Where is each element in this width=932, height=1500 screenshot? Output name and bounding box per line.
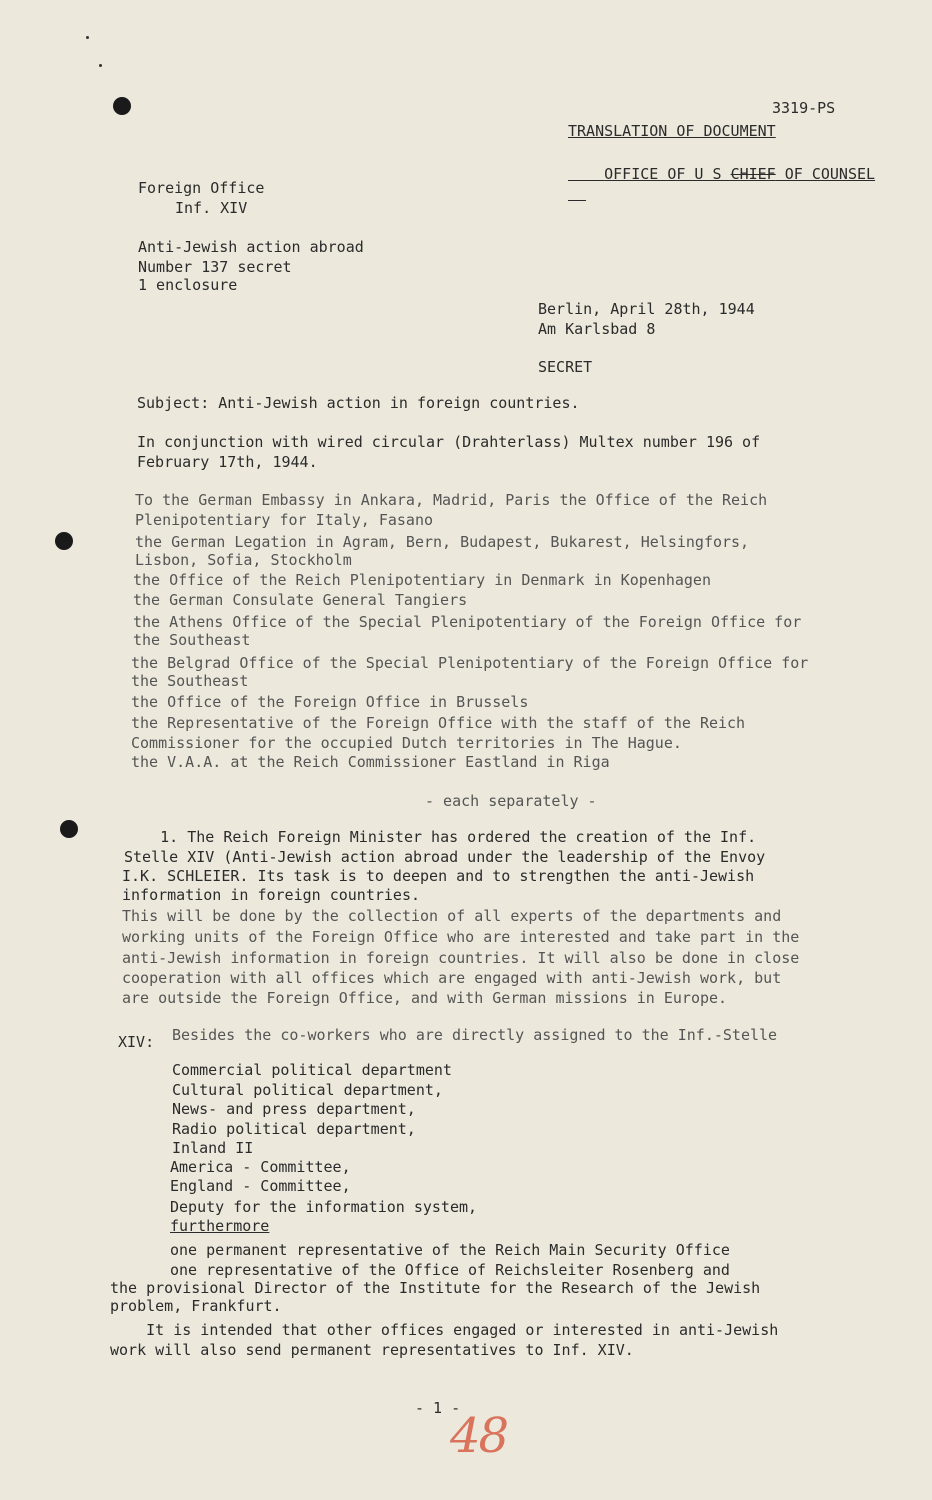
department-item: America - Committee, [170,1158,351,1176]
doc-number: 3319-PS [772,99,836,117]
classification: SECRET [538,358,593,376]
office-line-suffix: OF COUNSEL [775,165,876,183]
department-item: England - Committee, [170,1177,351,1195]
translation-line: TRANSLATION OF DOCUMENT [568,122,776,140]
recipient-line: To the German Embassy in Ankara, Madrid, Paris the Office of the Reich [135,491,768,509]
reference-subject: Anti-Jewish action abroad [138,238,364,256]
sender-department: Inf. XIV [175,199,248,217]
recipient-line: the Athens Office of the Special Plenipotentiary of the Foreign Office for [133,613,802,631]
paragraph1-line: are outside the Foreign Office, and with German missions in Europe. [122,989,728,1007]
besides-line: Besides the co-workers who are directly assigned to the Inf.-Stelle [172,1026,778,1044]
recipient-line: the Office of the Foreign Office in Brussels [131,693,529,711]
department-item: Inland II [172,1139,254,1157]
paragraph1-line: anti-Jewish information in foreign countries. It will also be done in close [122,949,800,967]
representative-line: one permanent representative of the Reich Main Security Office [170,1241,730,1259]
representative-line: problem, Frankfurt. [110,1297,282,1315]
office-line-strike: CHIEF [730,165,776,183]
speck [99,64,102,67]
recipient-line: the Belgrad Office of the Special Plenipotentiary of the Foreign Office for [131,654,809,672]
paragraph1-line: 1. The Reich Foreign Minister has ordered the creation of the Inf. [124,828,757,846]
each-separately: - each separately - [425,792,597,810]
office-line-prefix: OFFICE OF U S [604,165,731,183]
punch-hole-middle [55,532,73,550]
conjunction-line2: February 17th, 1944. [137,453,318,471]
recipient-line: the Representative of the Foreign Office with the staff of the Reich [131,714,746,732]
recipient-line: the Office of the Reich Plenipotentiary in Denmark in Kopenhagen [133,571,711,589]
paragraph1-line: working units of the Foreign Office who are interested and take part in the [122,928,800,946]
xiv-label: XIV: [118,1033,155,1051]
conjunction-line1: In conjunction with wired circular (Drahterlass) Multex number 196 of [137,433,761,451]
reference-enclosure: 1 enclosure [138,276,238,294]
department-item: News- and press department, [172,1100,416,1118]
recipient-line: the German Consulate General Tangiers [133,591,468,609]
recipient-line: the Southeast [131,672,249,690]
speck [86,36,89,39]
punch-hole-bottom [60,820,78,838]
department-item: Deputy for the information system, [170,1198,478,1216]
department-item: Radio political department, [172,1120,416,1138]
recipient-line: the German Legation in Agram, Bern, Budapest, Bukarest, Helsingfors, [135,533,750,551]
sender-office: Foreign Office [138,179,265,197]
paragraph1-line: information in foreign countries. [122,886,421,904]
reference-number: Number 137 secret [138,258,292,276]
recipient-line: Commissioner for the occupied Dutch territories in The Hague. [131,734,682,752]
intended-line: work will also send permanent representatives to Inf. XIV. [110,1341,634,1359]
subject-line: Subject: Anti-Jewish action in foreign countries. [137,394,580,412]
punch-hole-top [113,97,131,115]
recipient-line: the V.A.A. at the Reich Commissioner Eastland in Riga [131,753,610,771]
office-line [568,144,875,204]
department-item: Cultural political department, [172,1081,443,1099]
paragraph1-line: I.K. SCHLEIER. Its task is to deepen and to strengthen the anti-Jewish [122,867,755,885]
place-date-line2: Am Karlsbad 8 [538,320,656,338]
recipient-line: Plenipotentiary for Italy, Fasano [135,511,434,529]
paragraph1-line: This will be done by the collection of all experts of the departments and [122,907,782,925]
representative-line: one representative of the Office of Reichsleiter Rosenberg and [170,1261,730,1279]
handwritten-number: 48 [450,1408,508,1464]
place-date-line1: Berlin, April 28th, 1944 [538,300,755,318]
paragraph1-line: cooperation with all offices which are engaged with anti-Jewish work, but [122,969,782,987]
intended-line: It is intended that other offices engaged or interested in anti-Jewish [110,1321,779,1339]
page-number: - 1 - [415,1399,461,1417]
representative-line: the provisional Director of the Institute for the Research of the Jewish [110,1279,761,1297]
furthermore-label: furthermore [170,1217,270,1235]
paragraph1-line: Stelle XIV (Anti-Jewish action abroad under the leadership of the Envoy [124,848,766,866]
recipient-line: the Southeast [133,631,251,649]
department-item: Commercial political department [172,1061,452,1079]
recipient-line: Lisbon, Sofia, Stockholm [135,551,352,569]
